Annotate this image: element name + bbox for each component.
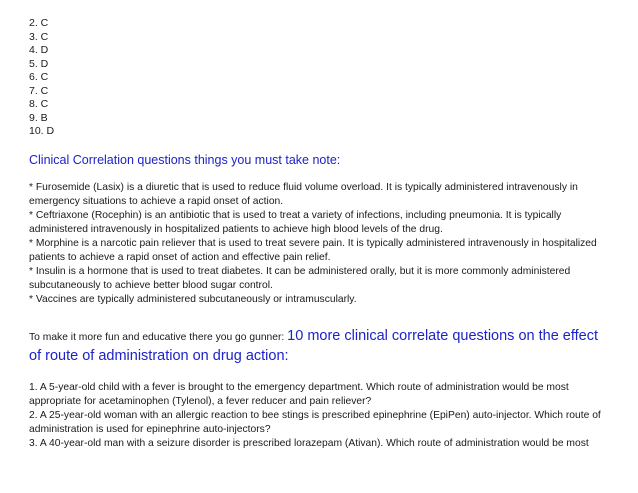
intro-highlight: 10 more clinical correlate questions on the effect of route of administration on drug action: (29, 327, 599, 364)
note-item: * Insulin is a hormone that is used to treat diabetes. It can be administered orally, but it is more commonly administered subcutaneously to achieve better blood sugar control. (29, 265, 571, 291)
answer-item: 9. B (29, 111, 48, 124)
clinical-notes-list (29, 181, 614, 307)
document-page (29, 17, 614, 451)
note-item: * Morphine is a narcotic pain reliever that is used to treat severe pain. It is typically administered intravenously in hospitalized patients to achieve a rapid onset of action and effective pain relief. (29, 237, 597, 263)
answer-item: 10. D (29, 125, 55, 137)
answer-item: 3. C (29, 30, 49, 43)
answer-item: 7. C (29, 84, 49, 97)
answer-item: 5. D (29, 57, 49, 70)
answer-item: 6. C (29, 71, 49, 83)
answer-item: 4. D (29, 44, 49, 56)
note-item: * Ceftriaxone (Rocephin) is an antibiotic that is used to treat a variety of infections, including pneumonia. It is typically administered intravenously in hospitalized patients to achieve high blood levels of the drug. (29, 209, 562, 235)
intro-lead: To make it more fun and educative there you go gunner: (29, 331, 288, 343)
section-heading: Clinical Correlation questions things you must take note: (29, 152, 341, 167)
question-item: 2. A 25-year-old woman with an allergic reaction to bee stings is prescribed epinephrine (EpiPen) auto-injector. Which route of administration is used for epinephrine auto-injectors? (29, 409, 601, 435)
answer-item: 8. C (29, 98, 49, 110)
note-item: * Furosemide (Lasix) is a diuretic that is used to reduce fluid volume overload. It is typically administered intravenously in emergency situations to achieve a rapid onset of action. (29, 181, 578, 207)
questions-list (29, 381, 614, 451)
intro-paragraph (29, 327, 614, 367)
answer-key-list (29, 17, 614, 139)
note-item: * Vaccines are typically administered subcutaneously or intramuscularly. (29, 293, 357, 305)
question-item: 1. A 5-year-old child with a fever is brought to the emergency department. Which route of administration would be most appropriate for acetaminophen (Tylenol), a fever reducer and pain reliever? (29, 381, 569, 407)
answer-item: 2. C (29, 17, 49, 29)
question-item: 3. A 40-year-old man with a seizure disorder is prescribed lorazepam (Ativan). Which route of administration would be most (29, 437, 589, 449)
